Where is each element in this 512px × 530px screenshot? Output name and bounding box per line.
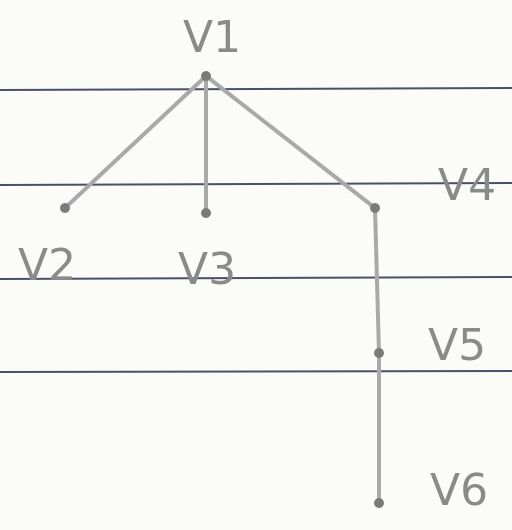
vertex-v1: [201, 71, 211, 81]
label-v1: V1: [183, 12, 242, 63]
ruled-line: [0, 371, 512, 372]
label-v3: V3: [178, 244, 237, 295]
vertex-v6: [374, 498, 384, 508]
vertex-v3: [201, 208, 211, 218]
ruled-line: [0, 183, 512, 185]
ruled-line: [0, 277, 512, 279]
label-v4: V4: [438, 160, 497, 211]
vertex-v4: [370, 203, 380, 213]
vertex-v5: [374, 348, 384, 358]
label-v2: V2: [18, 240, 77, 291]
edge-v4-v5: [375, 208, 379, 353]
ruled-line: [0, 88, 512, 90]
edge-v1-v2: [65, 76, 206, 208]
edge-v1-v4: [206, 76, 375, 208]
vertex-v2: [60, 203, 70, 213]
label-v5: V5: [428, 320, 487, 371]
label-v6: V6: [430, 465, 489, 516]
